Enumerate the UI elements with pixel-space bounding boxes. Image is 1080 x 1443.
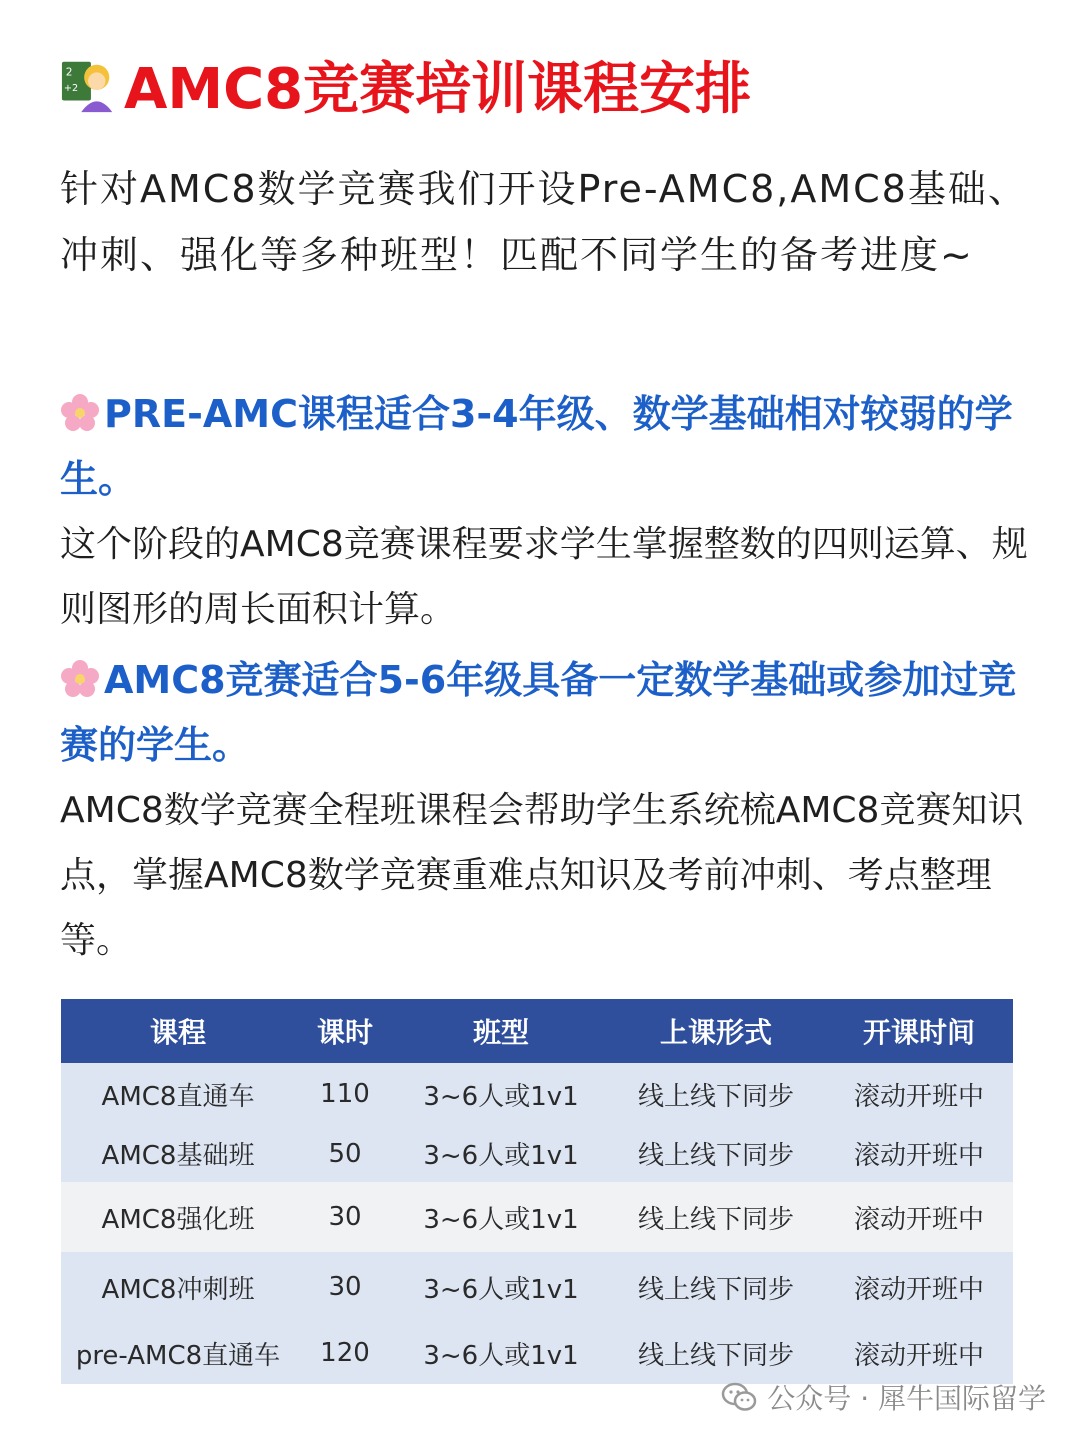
wechat-icon <box>721 1382 757 1412</box>
cell-course: AMC8冲刺班 <box>61 1252 295 1322</box>
table-row <box>61 1322 1013 1384</box>
intro-paragraph: 针对AMC8数学竞赛我们开设Pre-AMC8,AMC8基础、冲刺、强化等多种班型！匹配不同学生的备考进度~ <box>60 167 1028 277</box>
section-body: AMC8数学竞赛全程班课程会帮助学生系统梳AMC8竞赛知识点，掌握AMC8数学竞赛重难点知识及考前冲刺、考点整理等。 <box>60 790 1024 961</box>
section-heading-text: PRE-AMC课程适合3-4年级、数学基础相对较弱的学生。 <box>60 392 1013 501</box>
section-heading <box>60 648 1040 778</box>
cell-class-type: 3~6人或1v1 <box>395 1252 607 1322</box>
watermark <box>721 1377 1046 1417</box>
title-text: AMC8竞赛培训课程安排 <box>124 57 752 122</box>
header-class-type: 班型 <box>395 999 607 1063</box>
section-body: 这个阶段的AMC8竞赛课程要求学生掌握整数的四则运算、规则图形的周长面积计算。 <box>60 524 1028 630</box>
svg-text:2: 2 <box>65 65 73 79</box>
header-format: 上课形式 <box>607 999 825 1063</box>
cell-start-time: 滚动开班中 <box>825 1125 1013 1182</box>
teacher-emoji-icon <box>60 56 118 114</box>
cell-format: 线上线下同步 <box>607 1182 825 1252</box>
cell-hours: 30 <box>295 1252 395 1322</box>
cell-format: 线上线下同步 <box>607 1252 825 1322</box>
page-title <box>60 50 751 120</box>
header-hours: 课时 <box>295 999 395 1063</box>
section-pre-amc <box>60 382 1040 642</box>
cherry-blossom-icon <box>60 659 100 699</box>
cell-start-time: 滚动开班中 <box>825 1063 1013 1125</box>
cell-course: AMC8强化班 <box>61 1182 295 1252</box>
table-row <box>61 1063 1013 1125</box>
header-course: 课程 <box>61 999 295 1063</box>
cell-hours: 50 <box>295 1125 395 1182</box>
header-start-time: 开课时间 <box>825 999 1013 1063</box>
section-heading <box>60 382 1040 512</box>
section-amc8 <box>60 648 1040 973</box>
table-row <box>61 1252 1013 1322</box>
cell-format: 线上线下同步 <box>607 1125 825 1182</box>
table-row <box>61 1125 1013 1182</box>
cell-class-type: 3~6人或1v1 <box>395 1063 607 1125</box>
cell-start-time: 滚动开班中 <box>825 1182 1013 1252</box>
cell-class-type: 3~6人或1v1 <box>395 1125 607 1182</box>
cell-hours: 120 <box>295 1322 395 1384</box>
cell-course: AMC8基础班 <box>61 1125 295 1182</box>
cell-class-type: 3~6人或1v1 <box>395 1322 607 1384</box>
cell-hours: 30 <box>295 1182 395 1252</box>
cell-start-time: 滚动开班中 <box>825 1322 1013 1384</box>
cell-course: pre-AMC8直通车 <box>61 1322 295 1384</box>
table-row <box>61 1182 1013 1252</box>
cell-start-time: 滚动开班中 <box>825 1252 1013 1322</box>
cell-hours: 110 <box>295 1063 395 1125</box>
cell-format: 线上线下同步 <box>607 1063 825 1125</box>
table-header-row <box>61 999 1013 1063</box>
cell-class-type: 3~6人或1v1 <box>395 1182 607 1252</box>
svg-text:+2: +2 <box>63 82 79 94</box>
course-table <box>61 999 1013 1384</box>
section-heading-text: AMC8竞赛适合5-6年级具备一定数学基础或参加过竞赛的学生。 <box>60 658 1017 767</box>
cell-format: 线上线下同步 <box>607 1322 825 1384</box>
cell-course: AMC8直通车 <box>61 1063 295 1125</box>
watermark-text: 公众号 · 犀牛国际留学 <box>767 1382 1046 1415</box>
cherry-blossom-icon <box>60 393 100 433</box>
